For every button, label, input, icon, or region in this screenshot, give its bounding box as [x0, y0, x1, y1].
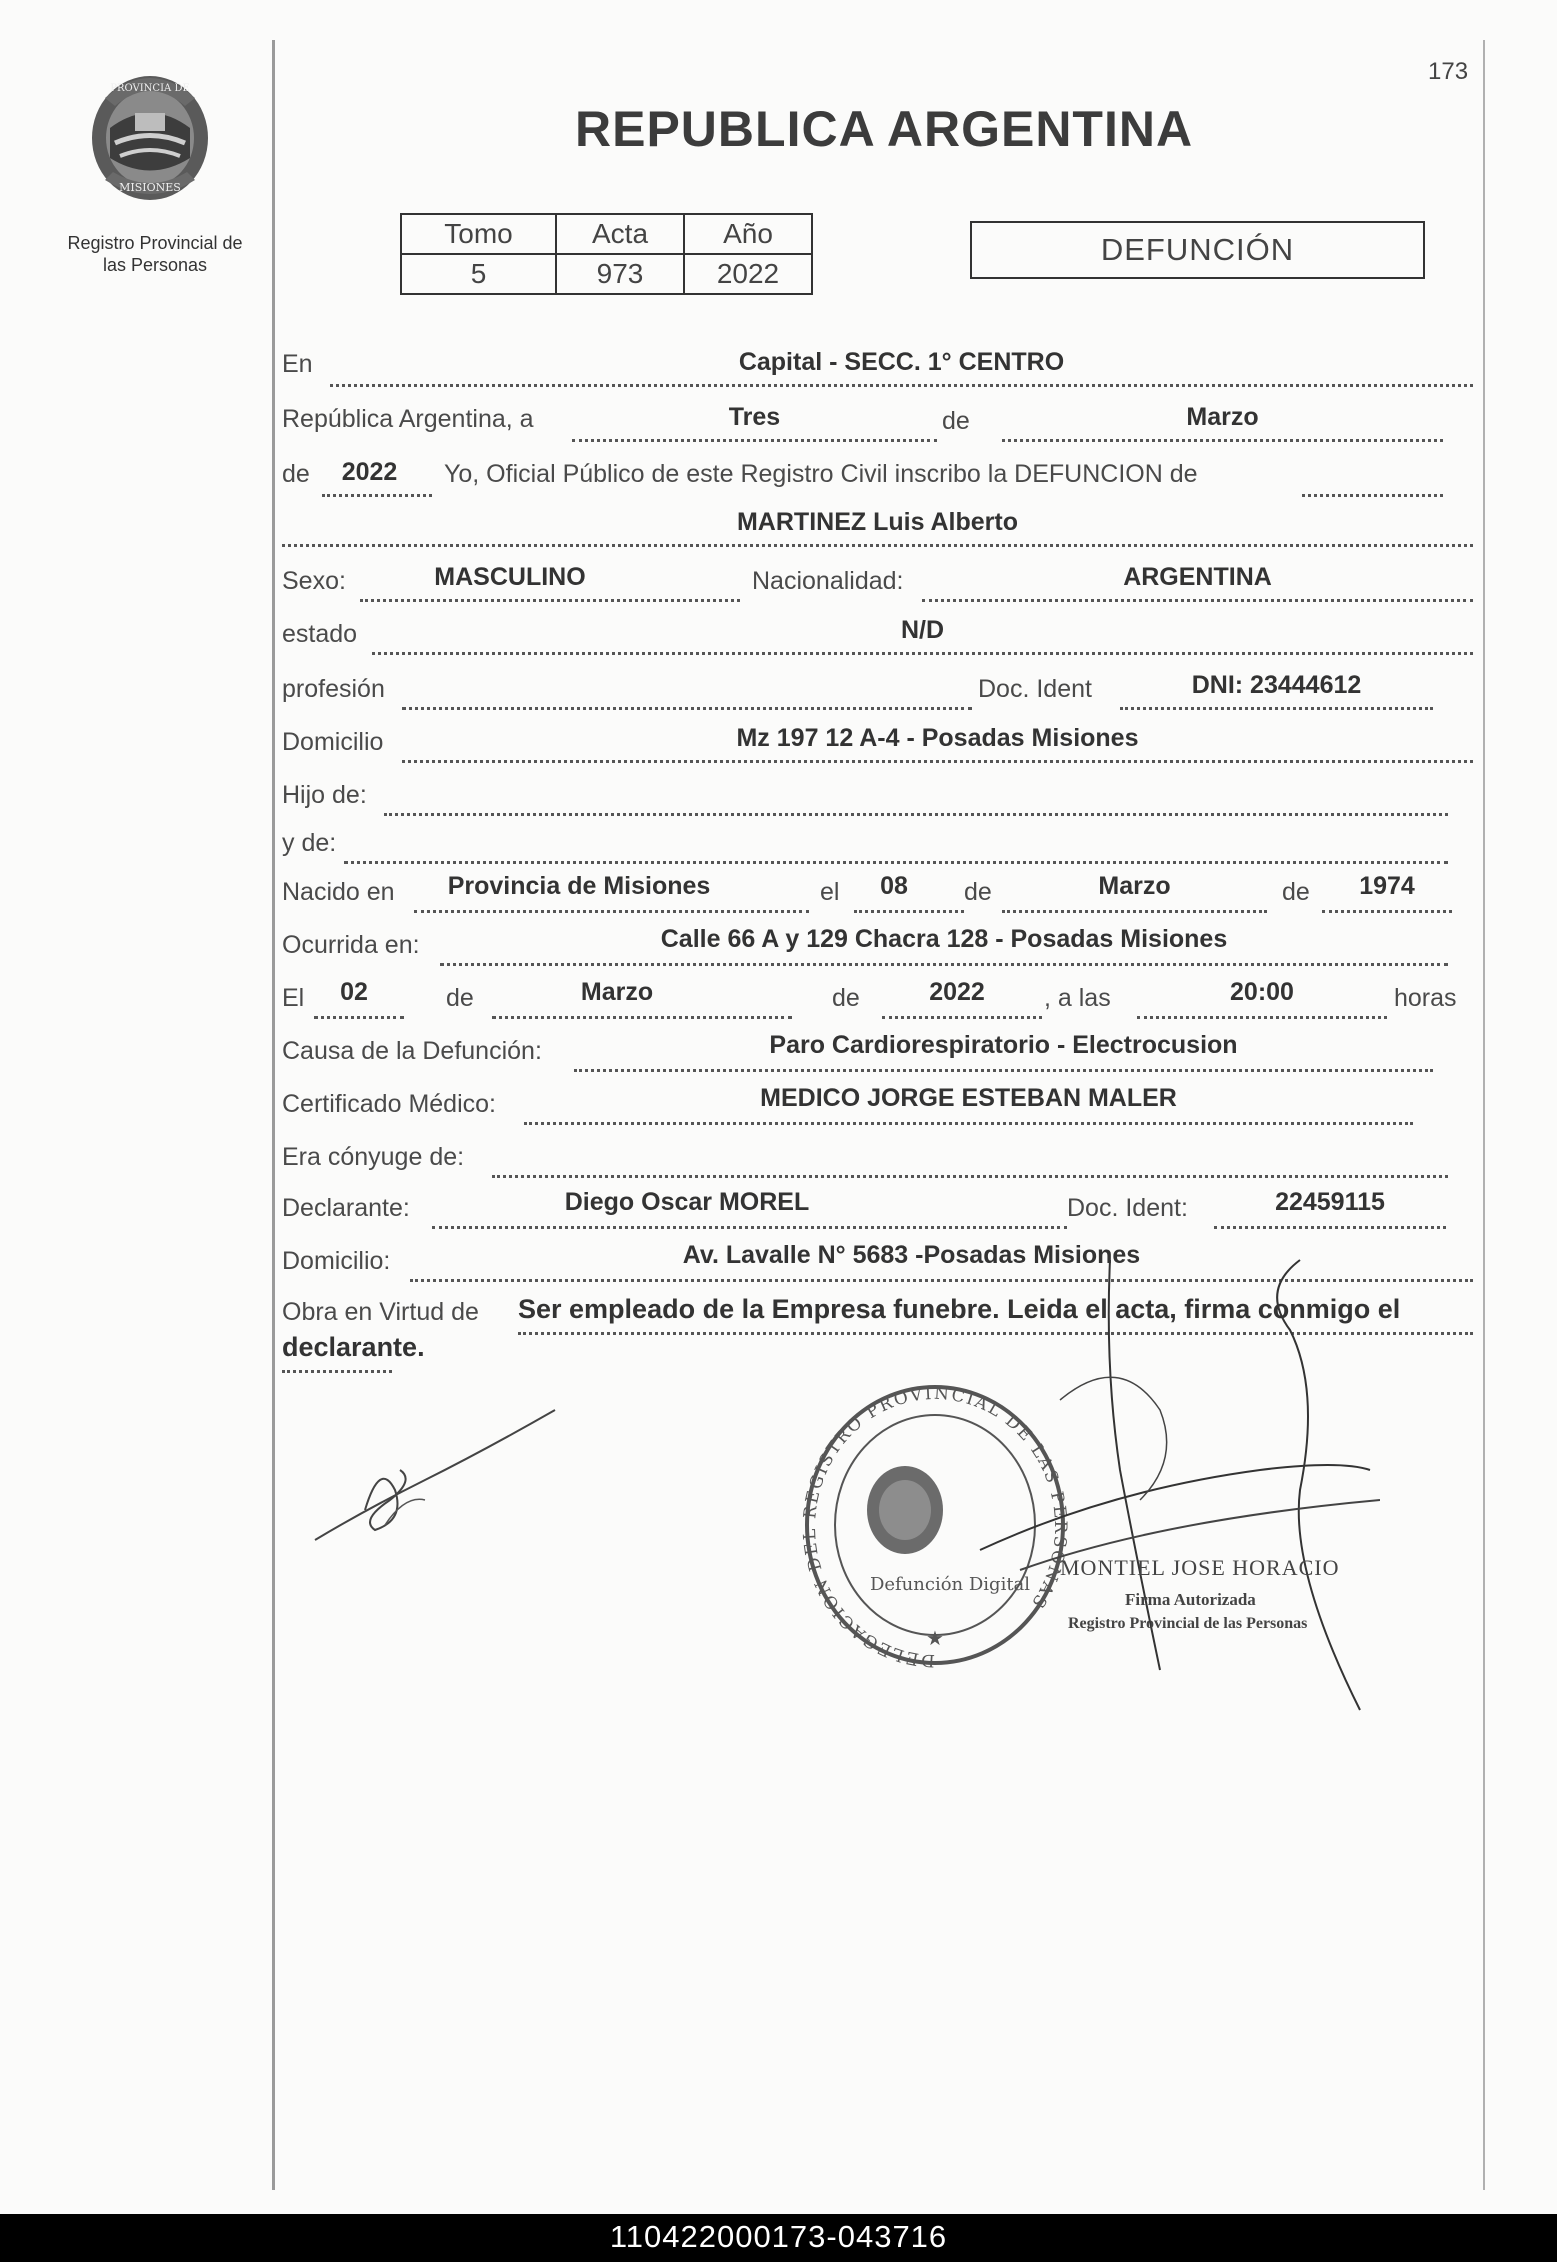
en-label: En [282, 350, 313, 378]
estado-row [282, 616, 1473, 656]
de-label: de [942, 407, 970, 435]
official-signature-icon [960, 1250, 1380, 1720]
dotted-line [322, 494, 432, 497]
left-margin-line [272, 40, 275, 2190]
statement-text: Yo, Oficial Público de este Registro Civil inscribo la DEFUNCION de [444, 460, 1198, 488]
record-number-table [400, 213, 813, 295]
causa-label: Causa de la Defunción: [282, 1037, 542, 1065]
dotted-line [882, 1016, 1042, 1019]
dotted-line [1322, 910, 1452, 913]
dotted-line [432, 1226, 1067, 1229]
deceased-row [282, 508, 1473, 548]
date-row [282, 403, 1473, 443]
doc-ident-label: Doc. Ident [978, 675, 1092, 703]
nacionalidad-value: ARGENTINA [1123, 563, 1272, 591]
domicilio-label: Domicilio [282, 728, 384, 756]
seal-ring-text: DELEGACION DEL REGISTRO PROVINCIAL DE LAS PERSONAS [800, 1383, 1070, 1671]
place-row [282, 348, 1473, 388]
dotted-line [1137, 1016, 1387, 1019]
seal-inner-text: Defunción Digital [869, 1574, 1031, 1595]
place-value: Capital - SECC. 1° CENTRO [738, 348, 1065, 376]
official-name: MONTIEL JOSE HORACIO [1060, 1555, 1340, 1580]
horas-label: horas [1394, 984, 1457, 1012]
acta-value: 973 [556, 254, 684, 294]
registry-label-line1: Registro Provincial de [67, 233, 243, 253]
dotted-line [414, 910, 809, 913]
dotted-line [440, 963, 1448, 966]
dotted-line [572, 439, 937, 442]
nacionalidad-label: Nacionalidad: [752, 567, 904, 595]
el-label: El [282, 984, 305, 1012]
death-time-value: 20:00 [1230, 978, 1294, 1006]
obra-line2-value: declarante. [282, 1332, 425, 1362]
a-las-label: , a las [1044, 984, 1111, 1012]
dotted-line [1002, 910, 1267, 913]
domicilio-label: Domicilio: [282, 1247, 391, 1275]
declarante-label: Declarante: [282, 1194, 410, 1222]
estado-value: N/D [900, 616, 945, 644]
page-title: REPUBLICA ARGENTINA [575, 101, 1194, 157]
de-label: de [446, 984, 474, 1012]
de-label: de [1282, 878, 1310, 906]
star-icon: ★ [926, 1628, 944, 1650]
birth-row [282, 872, 1473, 912]
dotted-line [330, 384, 1473, 387]
republica-label: República Argentina, a [282, 405, 534, 433]
death-month-value: Marzo [580, 978, 654, 1006]
anio-value: 2022 [684, 254, 812, 294]
official-role: Firma Autorizada [1125, 1590, 1256, 1609]
anio-header: Año [684, 214, 812, 254]
domicilio-value: Mz 197 12 A-4 - Posadas Misiones [736, 724, 1139, 752]
declarante-row [282, 1188, 1473, 1228]
sexo-value: MASCULINO [434, 563, 586, 591]
nacido-en-value: Provincia de Misiones [447, 872, 711, 900]
y-de-label: y de: [282, 829, 337, 857]
dotted-line [524, 1122, 1413, 1125]
profesion-label: profesión [282, 675, 385, 703]
nacido-label: Nacido en [282, 878, 395, 906]
birth-day-value: 08 [880, 872, 908, 900]
ocurrida-row [282, 925, 1473, 965]
dotted-line [314, 1016, 404, 1019]
registry-label [40, 232, 270, 276]
dotted-line [384, 813, 1448, 816]
deceased-name-value: MARTINEZ Luis Alberto [736, 508, 1018, 536]
dotted-line [492, 1175, 1448, 1178]
official-org: Registro Provincial de las Personas [1068, 1615, 1308, 1632]
causa-row [282, 1031, 1473, 1071]
doc-ident-label: Doc. Ident: [1067, 1194, 1188, 1222]
certificado-label: Certificado Médico: [282, 1090, 496, 1118]
el-label: el [820, 878, 840, 906]
barcode-text: 110422000173-043716 [609, 2219, 948, 2254]
causa-value: Paro Cardiorespiratorio - Electrocusion [769, 1031, 1238, 1059]
dotted-line [922, 599, 1473, 602]
death-day-value: 02 [340, 978, 368, 1006]
logo-bottom-text: MISIONES [119, 181, 181, 194]
hijo-label: Hijo de: [282, 781, 367, 809]
declarant-signature-icon [305, 1400, 565, 1560]
declarante-value: Diego Oscar MOREL [564, 1188, 810, 1216]
dotted-line [402, 707, 972, 710]
dotted-line [1214, 1226, 1446, 1229]
year-value: 2022 [341, 458, 398, 486]
birth-year-value: 1974 [1359, 872, 1415, 900]
de-label: de [282, 460, 310, 488]
certificado-value: MEDICO JORGE ESTEBAN MALER [760, 1084, 1177, 1112]
page-number: 173 [1428, 58, 1469, 85]
month-text-value: Marzo [1186, 403, 1259, 431]
conyuge-label: Era cónyuge de: [282, 1143, 465, 1171]
dotted-line [1002, 439, 1443, 442]
dotted-line [282, 544, 1473, 547]
profesion-row [282, 671, 1473, 711]
sex-nationality-row [282, 563, 1473, 603]
certificado-row [282, 1084, 1473, 1124]
birth-month-value: Marzo [1098, 872, 1171, 900]
y-de-row [282, 825, 1473, 865]
obra-line1-value: Ser empleado de la Empresa funebre. Leida el acta, firma conmigo el [518, 1294, 1401, 1324]
ocurrida-label: Ocurrida en: [282, 931, 420, 959]
dotted-line [1120, 707, 1433, 710]
de-label: de [832, 984, 860, 1012]
domicilio-row [282, 724, 1473, 764]
de-label: de [964, 878, 992, 906]
declarante-domicilio-value: Av. Lavalle N° 5683 -Posadas Misiones [682, 1241, 1141, 1269]
misiones-coat-of-arms-icon [75, 58, 225, 208]
dotted-line [282, 1370, 392, 1373]
ocurrida-en-value: Calle 66 A y 129 Chacra 128 - Posadas Misiones [660, 925, 1228, 953]
obra-label: Obra en Virtud de [282, 1298, 479, 1326]
death-date-row [282, 978, 1473, 1018]
dotted-line [402, 760, 1473, 763]
dotted-line [574, 1069, 1433, 1072]
document-type-box: DEFUNCIÓN [970, 221, 1425, 279]
declarante-doc-value: 22459115 [1275, 1188, 1385, 1216]
dotted-line [492, 1016, 792, 1019]
hijo-row [282, 777, 1473, 817]
death-year-value: 2022 [929, 978, 985, 1006]
tomo-value: 5 [401, 254, 556, 294]
acta-header: Acta [556, 214, 684, 254]
sexo-label: Sexo: [282, 567, 346, 595]
right-margin-line [1483, 40, 1485, 2190]
registry-label-line2: las Personas [102, 255, 208, 275]
dotted-line [360, 599, 740, 602]
conyuge-row [282, 1137, 1473, 1177]
tomo-header: Tomo [401, 214, 556, 254]
estado-label: estado [282, 620, 358, 648]
dotted-line [854, 910, 964, 913]
dotted-line [344, 861, 1448, 864]
doc-ident-value: DNI: 23444612 [1191, 671, 1362, 699]
day-text-value: Tres [728, 403, 781, 431]
logo-top-text: PROVINCIA DE [110, 83, 190, 94]
dotted-line [372, 652, 1473, 655]
dotted-line [1302, 494, 1443, 497]
statement-row [282, 458, 1473, 498]
